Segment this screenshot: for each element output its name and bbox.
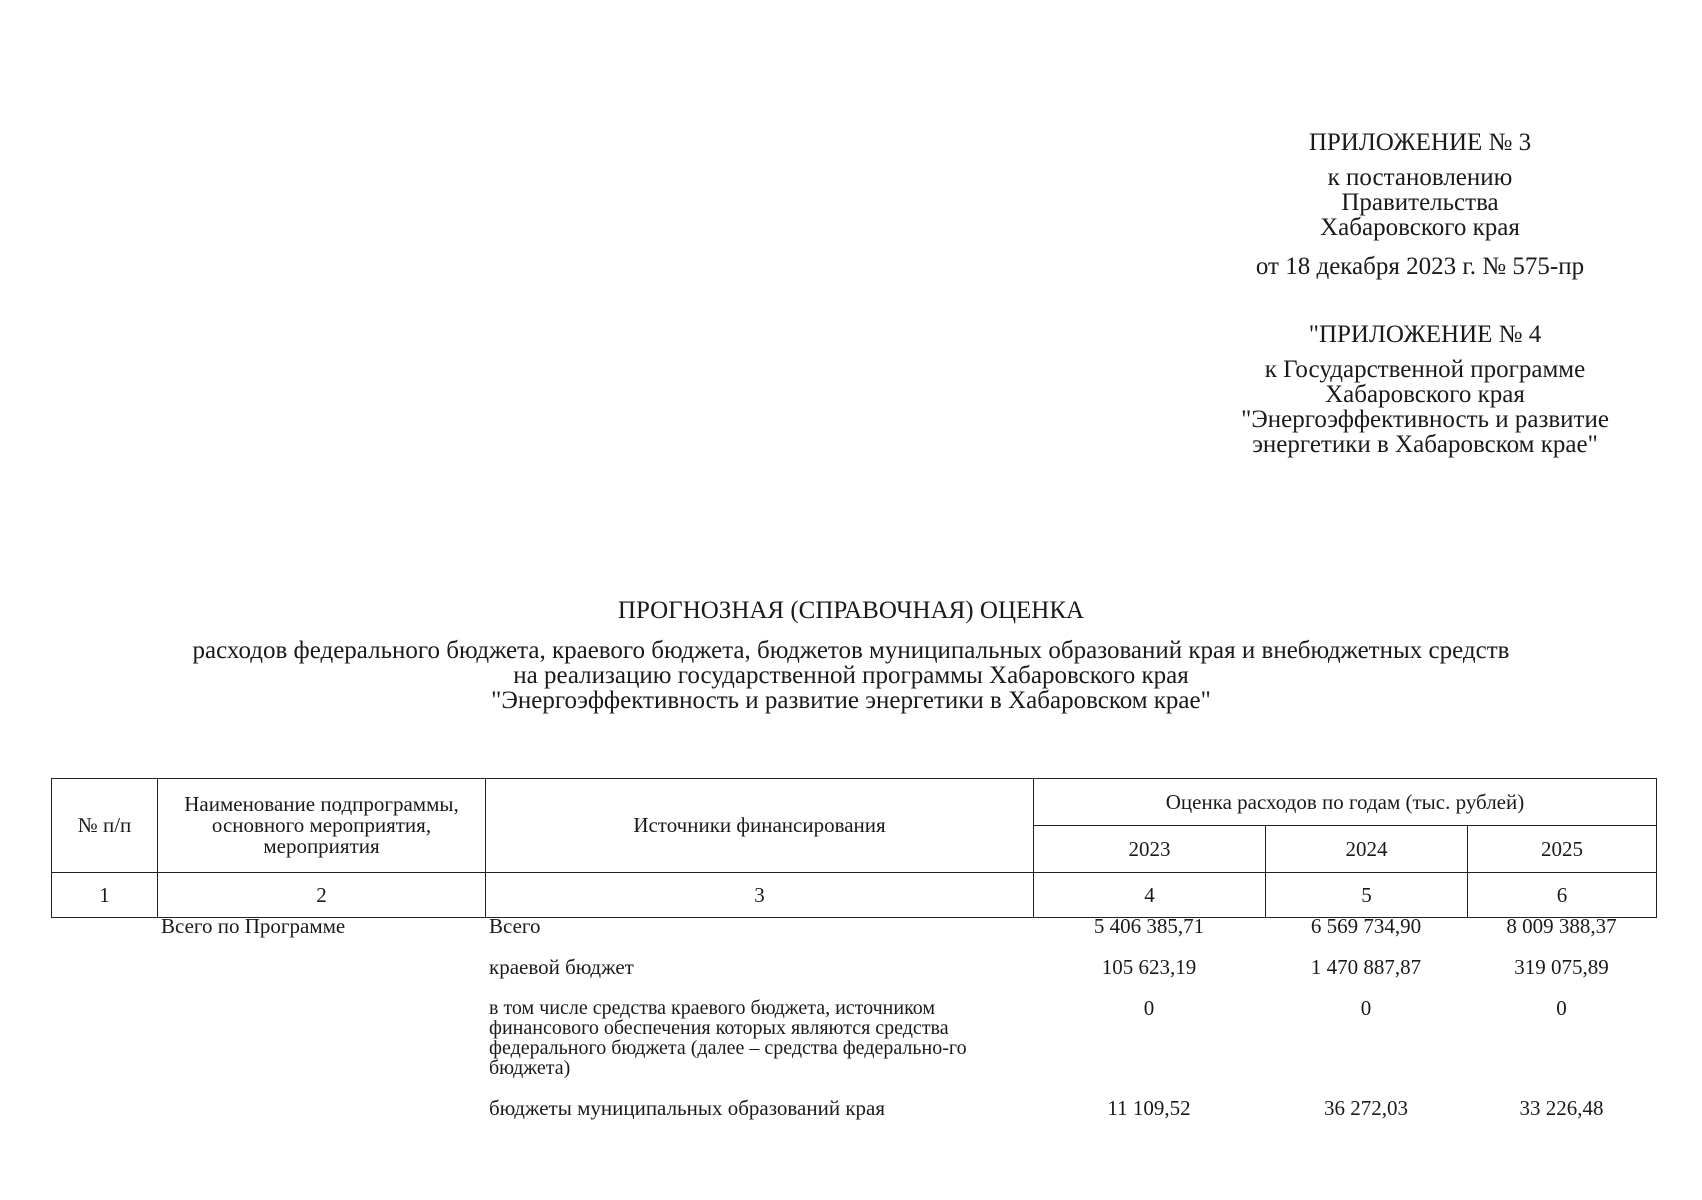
appendix-4-line: энергетики в Хабаровском крае" xyxy=(1252,431,1598,458)
row-name xyxy=(157,1098,485,1139)
column-number: 6 xyxy=(1468,873,1657,918)
header-name: Наименование подпрограммы, основного мероприятия, мероприятия xyxy=(158,779,486,873)
appendix-3-header xyxy=(1225,130,1615,279)
table-header xyxy=(51,778,1657,918)
row-value: 0 xyxy=(1556,996,1567,1020)
header-source: Источники финансирования xyxy=(486,779,1034,873)
row-source: Всего xyxy=(489,914,541,938)
column-number: 2 xyxy=(158,873,486,918)
table-row xyxy=(51,916,1656,957)
document-subtitle xyxy=(40,638,1662,713)
table-row xyxy=(51,998,1656,1098)
column-number: 4 xyxy=(1034,873,1266,918)
row-value: 11 109,52 xyxy=(1107,1096,1191,1120)
table-row xyxy=(51,1098,1656,1139)
row-value: 0 xyxy=(1360,996,1372,1020)
header-year: 2023 xyxy=(1034,826,1266,873)
header-year: 2025 xyxy=(1468,826,1657,873)
appendix-4-line: "Энергоэффективность и развитие xyxy=(1241,406,1609,433)
appendix-3-line: Хабаровского края xyxy=(1320,214,1520,241)
appendix-3-date: от 18 декабря 2023 г. № 575-пр xyxy=(1255,253,1585,280)
column-number: 5 xyxy=(1266,873,1468,918)
row-source: в том числе средства краевого бюджета, источником финансового обеспечения которых являются средства федерального бюджета (далее – средства федерально-го бюджета) xyxy=(489,997,967,1079)
row-value: 1 470 887,87 xyxy=(1310,955,1422,979)
column-number: 1 xyxy=(52,873,158,918)
header-estimate: Оценка расходов по годам (тыс. рублей) xyxy=(1034,779,1657,826)
row-source: краевой бюджет xyxy=(489,955,634,979)
row-value: 33 226,48 xyxy=(1519,1096,1604,1120)
appendix-4-line: к Государственной программе xyxy=(1264,356,1586,383)
row-value: 0 xyxy=(1143,996,1155,1020)
header-year: 2024 xyxy=(1266,826,1468,873)
appendix-3-line: Правительства xyxy=(1341,189,1499,216)
row-value: 105 623,19 xyxy=(1101,955,1197,979)
row-value: 319 075,89 xyxy=(1514,955,1609,979)
row-name: Всего по Программе xyxy=(161,914,346,938)
column-number: 3 xyxy=(486,873,1034,918)
document-title: ПРОГНОЗНАЯ (СПРАВОЧНАЯ) ОЦЕНКА xyxy=(617,597,1085,624)
row-value: 8 009 388,37 xyxy=(1506,914,1617,938)
header-num: № п/п xyxy=(52,779,158,873)
table-row xyxy=(51,957,1656,998)
appendix-3-line: к постановлению xyxy=(1327,164,1513,191)
subtitle-line: расходов федерального бюджета, краевого бюджета, бюджетов муниципальных образований края и внебюджетных средств xyxy=(192,637,1510,664)
appendix-4-line: Хабаровского края xyxy=(1325,381,1525,408)
appendix-3-title: ПРИЛОЖЕНИЕ № 3 xyxy=(1308,129,1532,156)
appendix-4-title: "ПРИЛОЖЕНИЕ № 4 xyxy=(1308,321,1542,348)
row-value: 36 272,03 xyxy=(1324,1096,1408,1120)
appendix-4-header xyxy=(1190,322,1660,457)
row-value: 5 406 385,71 xyxy=(1093,914,1205,938)
row-source: бюджеты муниципальных образований края xyxy=(489,1096,886,1120)
row-value: 6 569 734,90 xyxy=(1310,914,1422,938)
row-name xyxy=(157,998,485,1098)
subtitle-line: "Энергоэффективность и развитие энергетики в Хабаровском крае" xyxy=(491,687,1211,714)
row-name xyxy=(157,957,485,998)
subtitle-line: на реализацию государственной программы Хабаровского края xyxy=(513,662,1189,689)
table-body xyxy=(51,916,1656,1139)
